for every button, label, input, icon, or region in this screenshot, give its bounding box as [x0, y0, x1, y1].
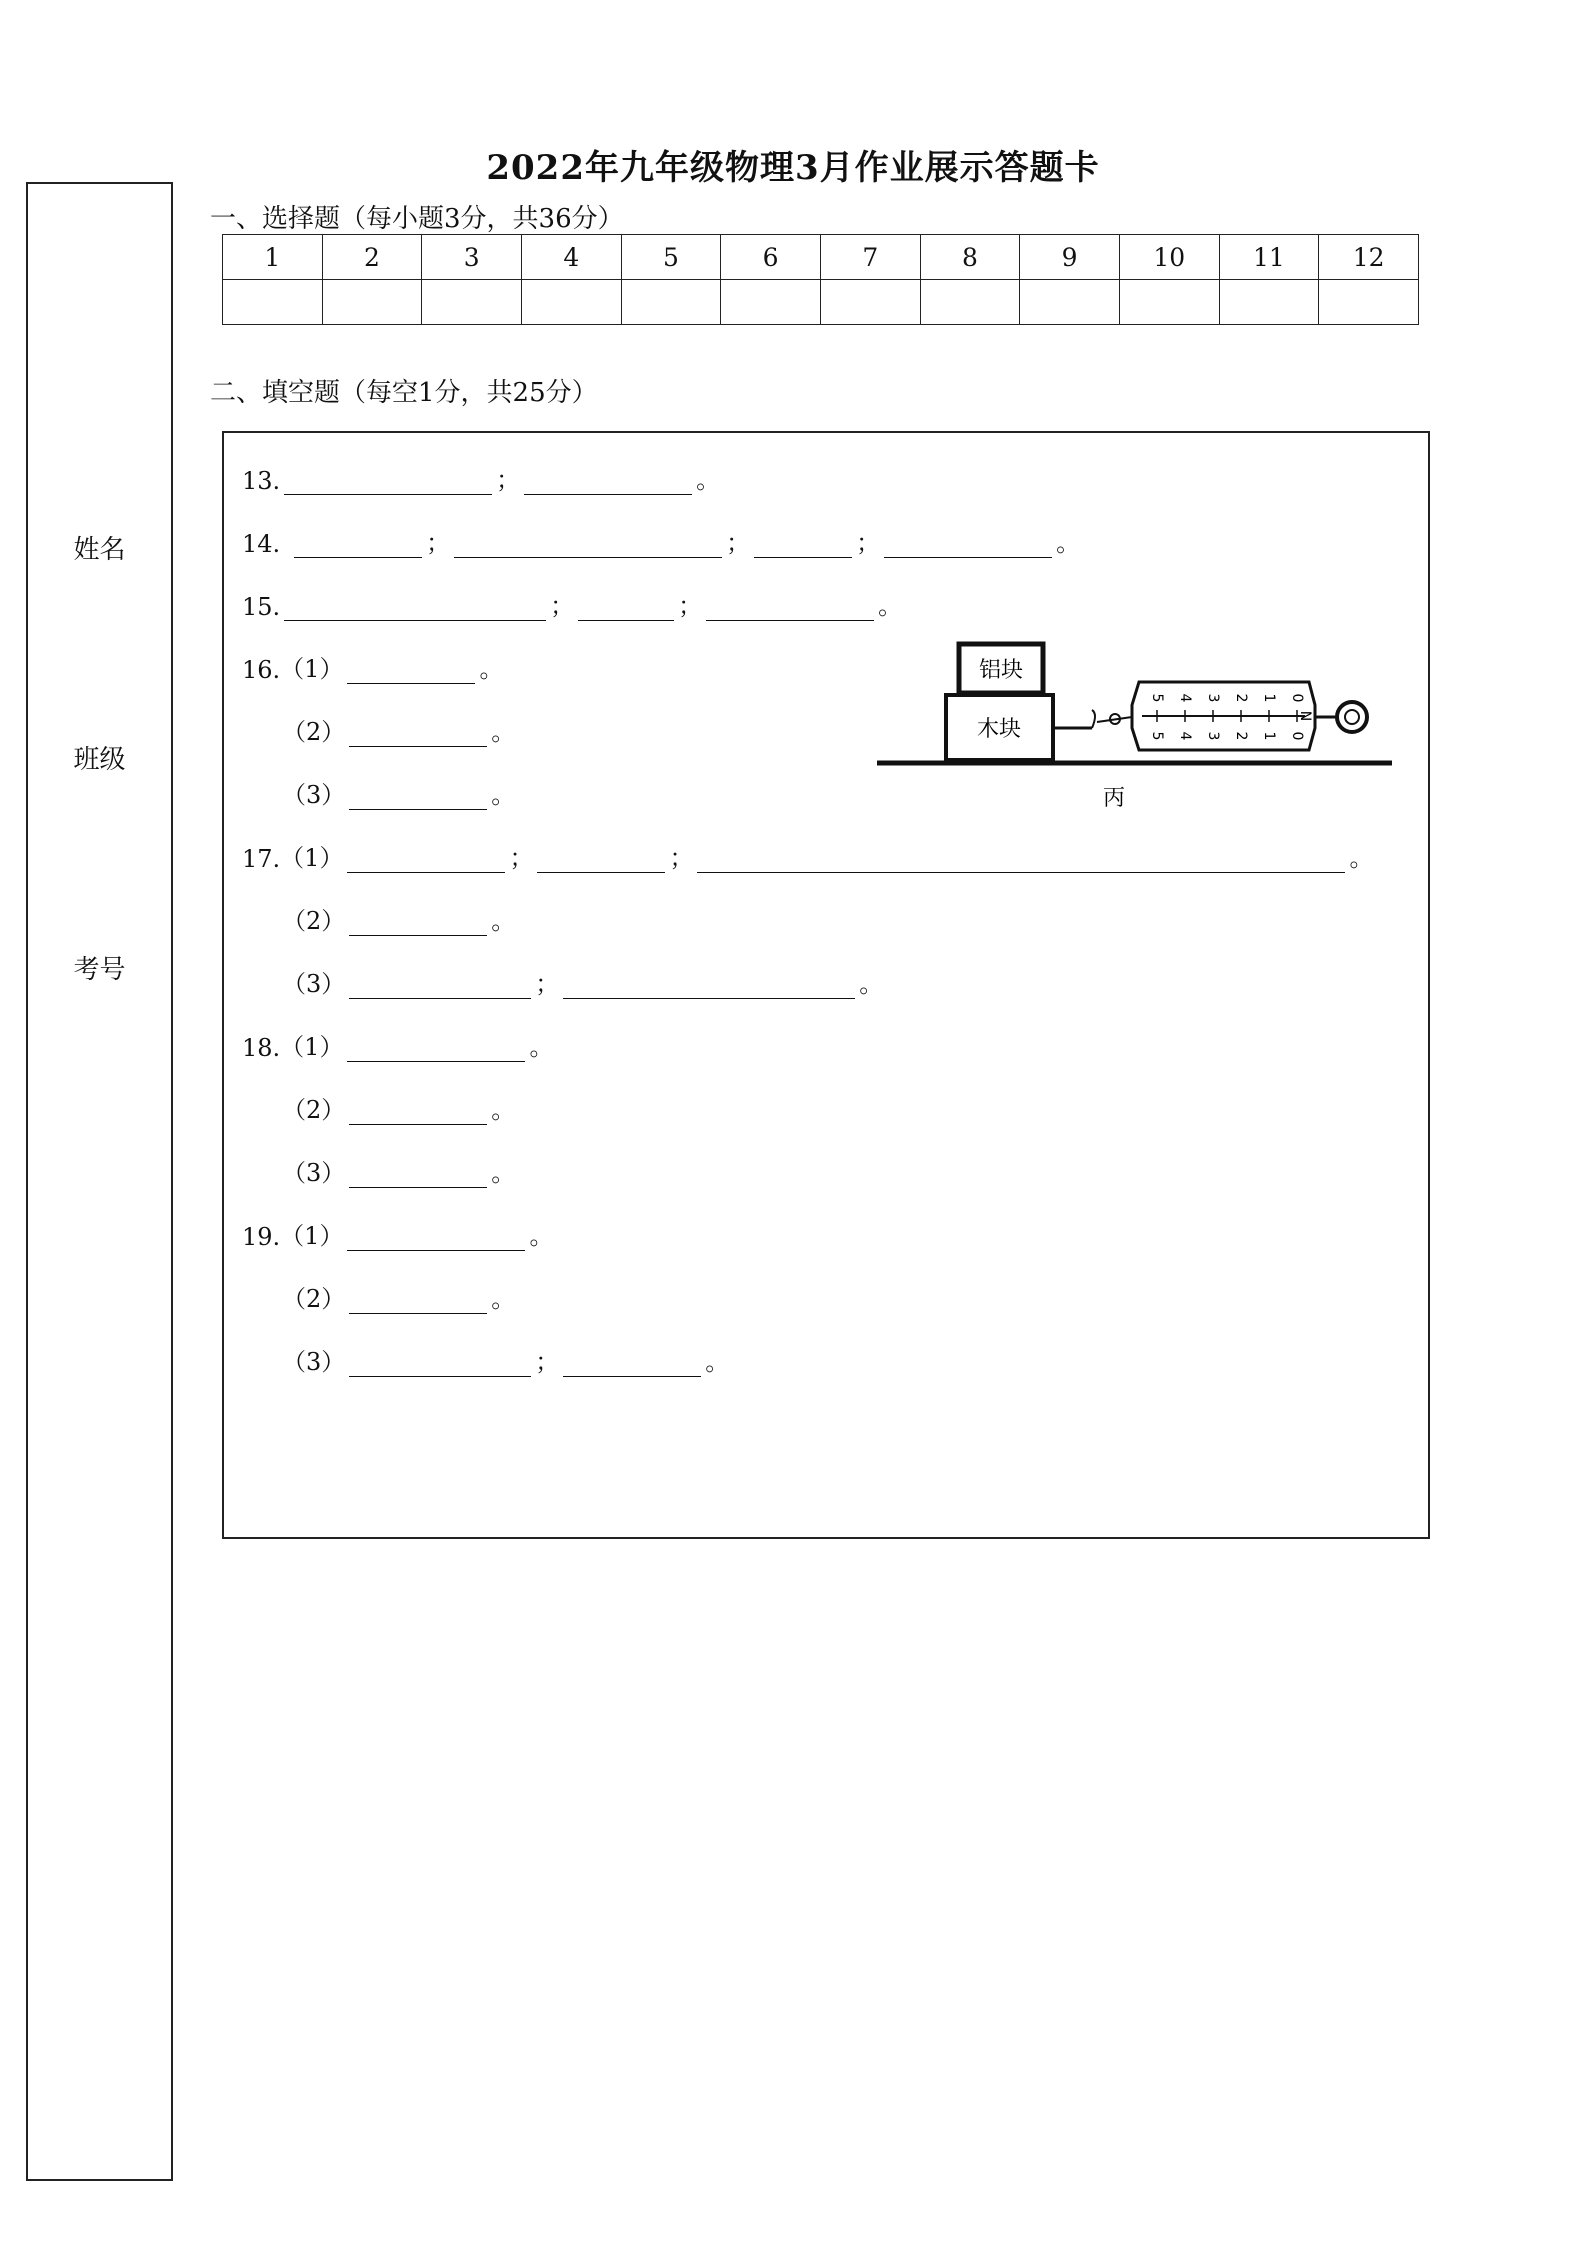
choice-col-7: 7	[820, 235, 920, 280]
q19-blank-2[interactable]	[349, 1287, 487, 1314]
scale-unit: N	[1297, 710, 1313, 722]
choice-col-2: 2	[322, 235, 422, 280]
section-fill-heading: 二、填空题（每空1分，共25分）	[210, 378, 598, 408]
scale-digit: 3	[1205, 731, 1221, 741]
answer-cell[interactable]	[422, 280, 522, 325]
q13-blank-1[interactable]	[284, 468, 492, 495]
scale-digit: 0	[1289, 693, 1305, 703]
scale-digit: 3	[1205, 693, 1221, 703]
end-mark: 。	[529, 1033, 554, 1061]
q17-blank-1[interactable]	[347, 846, 505, 873]
q15-row	[242, 586, 902, 621]
scale-digit: 4	[1177, 693, 1193, 703]
q19-part3-row	[282, 1342, 729, 1377]
separator: ；	[496, 466, 521, 494]
q14-blank-4[interactable]	[884, 531, 1052, 558]
part-label: （2）	[282, 718, 346, 746]
q14-number: 14.	[242, 530, 281, 558]
answer-cell[interactable]	[1119, 280, 1219, 325]
answer-cell[interactable]	[820, 280, 920, 325]
q13-blank-2[interactable]	[524, 468, 692, 495]
q17-blank-5[interactable]	[349, 972, 531, 999]
separator: ；	[426, 529, 451, 557]
choice-answer-table	[222, 234, 1419, 325]
wood-block-label: 木块	[976, 717, 1022, 742]
choice-col-8: 8	[920, 235, 1020, 280]
q15-number: 15.	[242, 593, 281, 621]
q18-blank-1[interactable]	[347, 1035, 525, 1062]
part-label: （1）	[280, 655, 344, 683]
choice-col-5: 5	[621, 235, 721, 280]
q13-row	[242, 460, 720, 495]
q19-blank-1[interactable]	[347, 1224, 525, 1251]
q16-blank-3[interactable]	[349, 783, 487, 810]
hook-icon	[1092, 710, 1095, 728]
part-label: （3）	[282, 1348, 346, 1376]
end-mark: 。	[529, 1222, 554, 1250]
q19-number: 19.	[242, 1223, 281, 1251]
end-mark: 。	[491, 1159, 516, 1187]
q16-blank-1[interactable]	[347, 657, 475, 684]
number-label: 考号	[73, 955, 126, 985]
choice-col-4: 4	[521, 235, 621, 280]
q18-blank-3[interactable]	[349, 1161, 487, 1188]
part-label: （1）	[280, 844, 344, 872]
section-choice-heading: 一、选择题（每小题3分，共36分）	[210, 204, 624, 234]
pull-ring-inner	[1345, 710, 1359, 724]
separator: ；	[535, 1348, 560, 1376]
q16-number: 16.	[242, 656, 281, 684]
scale-digit: 0	[1289, 731, 1305, 741]
separator: ；	[726, 529, 751, 557]
separator: ；	[535, 970, 560, 998]
figure-caption: 丙	[1102, 786, 1126, 811]
scale-digit: 1	[1261, 693, 1277, 703]
answer-cell[interactable]	[621, 280, 721, 325]
end-mark: 。	[1056, 529, 1081, 557]
q19-blank-4[interactable]	[563, 1350, 701, 1377]
end-mark: 。	[491, 781, 516, 809]
choice-col-6: 6	[721, 235, 821, 280]
choice-col-10: 10	[1119, 235, 1219, 280]
q18-part1-row	[242, 1027, 553, 1062]
q16-blank-2[interactable]	[349, 720, 487, 747]
q17-blank-6[interactable]	[563, 972, 855, 999]
pull-ring-icon	[1337, 702, 1367, 732]
q15-blank-1[interactable]	[284, 594, 546, 621]
choice-answer-row	[223, 280, 1419, 325]
page-title: 2022年九年级物理3月作业展示答题卡	[486, 148, 1100, 188]
q19-part2-row	[282, 1279, 515, 1314]
q18-part2-row	[282, 1090, 515, 1125]
answer-cell[interactable]	[322, 280, 422, 325]
q14-blank-3[interactable]	[754, 531, 852, 558]
separator: ；	[678, 592, 703, 620]
answer-cell[interactable]	[920, 280, 1020, 325]
answer-cell[interactable]	[521, 280, 621, 325]
aluminum-block-label: 铝块	[978, 658, 1024, 683]
q15-blank-2[interactable]	[578, 594, 674, 621]
part-label: （2）	[282, 907, 346, 935]
student-info-panel	[26, 182, 173, 2181]
separator: ；	[550, 592, 575, 620]
q18-blank-2[interactable]	[349, 1098, 487, 1125]
part-label: （1）	[280, 1222, 344, 1250]
separator: ；	[856, 529, 881, 557]
scale-digit: 2	[1233, 731, 1249, 741]
choice-col-3: 3	[422, 235, 522, 280]
q19-blank-3[interactable]	[349, 1350, 531, 1377]
end-mark: 。	[491, 907, 516, 935]
scale-digit: 5	[1149, 693, 1165, 703]
choice-col-1: 1	[223, 235, 323, 280]
q14-blank-2[interactable]	[454, 531, 722, 558]
q17-part3-row	[282, 964, 883, 999]
q17-blank-3[interactable]	[697, 846, 1345, 873]
part-label: （2）	[282, 1096, 346, 1124]
end-mark: 。	[491, 1285, 516, 1313]
q16-part2-row	[282, 712, 515, 747]
scale-digit: 5	[1149, 731, 1165, 741]
end-mark: 。	[878, 592, 903, 620]
end-mark: 。	[705, 1348, 730, 1376]
q14-row	[242, 523, 1080, 558]
choice-number-row	[223, 235, 1419, 280]
q17-part2-row	[282, 901, 515, 936]
scale-digit: 4	[1177, 731, 1193, 741]
answer-cell[interactable]	[1219, 280, 1319, 325]
choice-col-9: 9	[1020, 235, 1120, 280]
choice-col-11: 11	[1219, 235, 1319, 280]
answer-cell[interactable]	[1319, 280, 1419, 325]
scale-digit: 2	[1233, 693, 1249, 703]
end-mark: 。	[491, 718, 516, 746]
q16-part3-row	[282, 775, 515, 810]
q17-part1-row	[242, 838, 1373, 873]
q16-part1-row	[242, 649, 503, 684]
spring-scale-figure	[877, 640, 1392, 815]
q18-part3-row	[282, 1153, 515, 1188]
answer-cell[interactable]	[223, 280, 323, 325]
class-label: 班级	[73, 745, 126, 775]
end-mark: 。	[479, 655, 504, 683]
end-mark: 。	[1349, 844, 1374, 872]
answer-cell[interactable]	[721, 280, 821, 325]
q15-blank-3[interactable]	[706, 594, 874, 621]
q14-blank-1[interactable]	[294, 531, 422, 558]
part-label: （3）	[282, 781, 346, 809]
end-mark: 。	[859, 970, 884, 998]
part-label: （3）	[282, 1159, 346, 1187]
name-label: 姓名	[73, 535, 126, 565]
part-label: （2）	[282, 1285, 346, 1313]
q17-blank-4[interactable]	[349, 909, 487, 936]
separator: ；	[669, 844, 694, 872]
scale-digit: 1	[1261, 731, 1277, 741]
hook-rod	[1097, 717, 1132, 722]
end-mark: 。	[491, 1096, 516, 1124]
q13-number: 13.	[242, 467, 281, 495]
q18-number: 18.	[242, 1034, 281, 1062]
q19-part1-row	[242, 1216, 553, 1251]
answer-cell[interactable]	[1020, 280, 1120, 325]
q17-number: 17.	[242, 845, 281, 873]
part-label: （3）	[282, 970, 346, 998]
part-label: （1）	[280, 1033, 344, 1061]
end-mark: 。	[696, 466, 721, 494]
q17-blank-2[interactable]	[537, 846, 665, 873]
separator: ；	[509, 844, 534, 872]
choice-col-12: 12	[1319, 235, 1419, 280]
